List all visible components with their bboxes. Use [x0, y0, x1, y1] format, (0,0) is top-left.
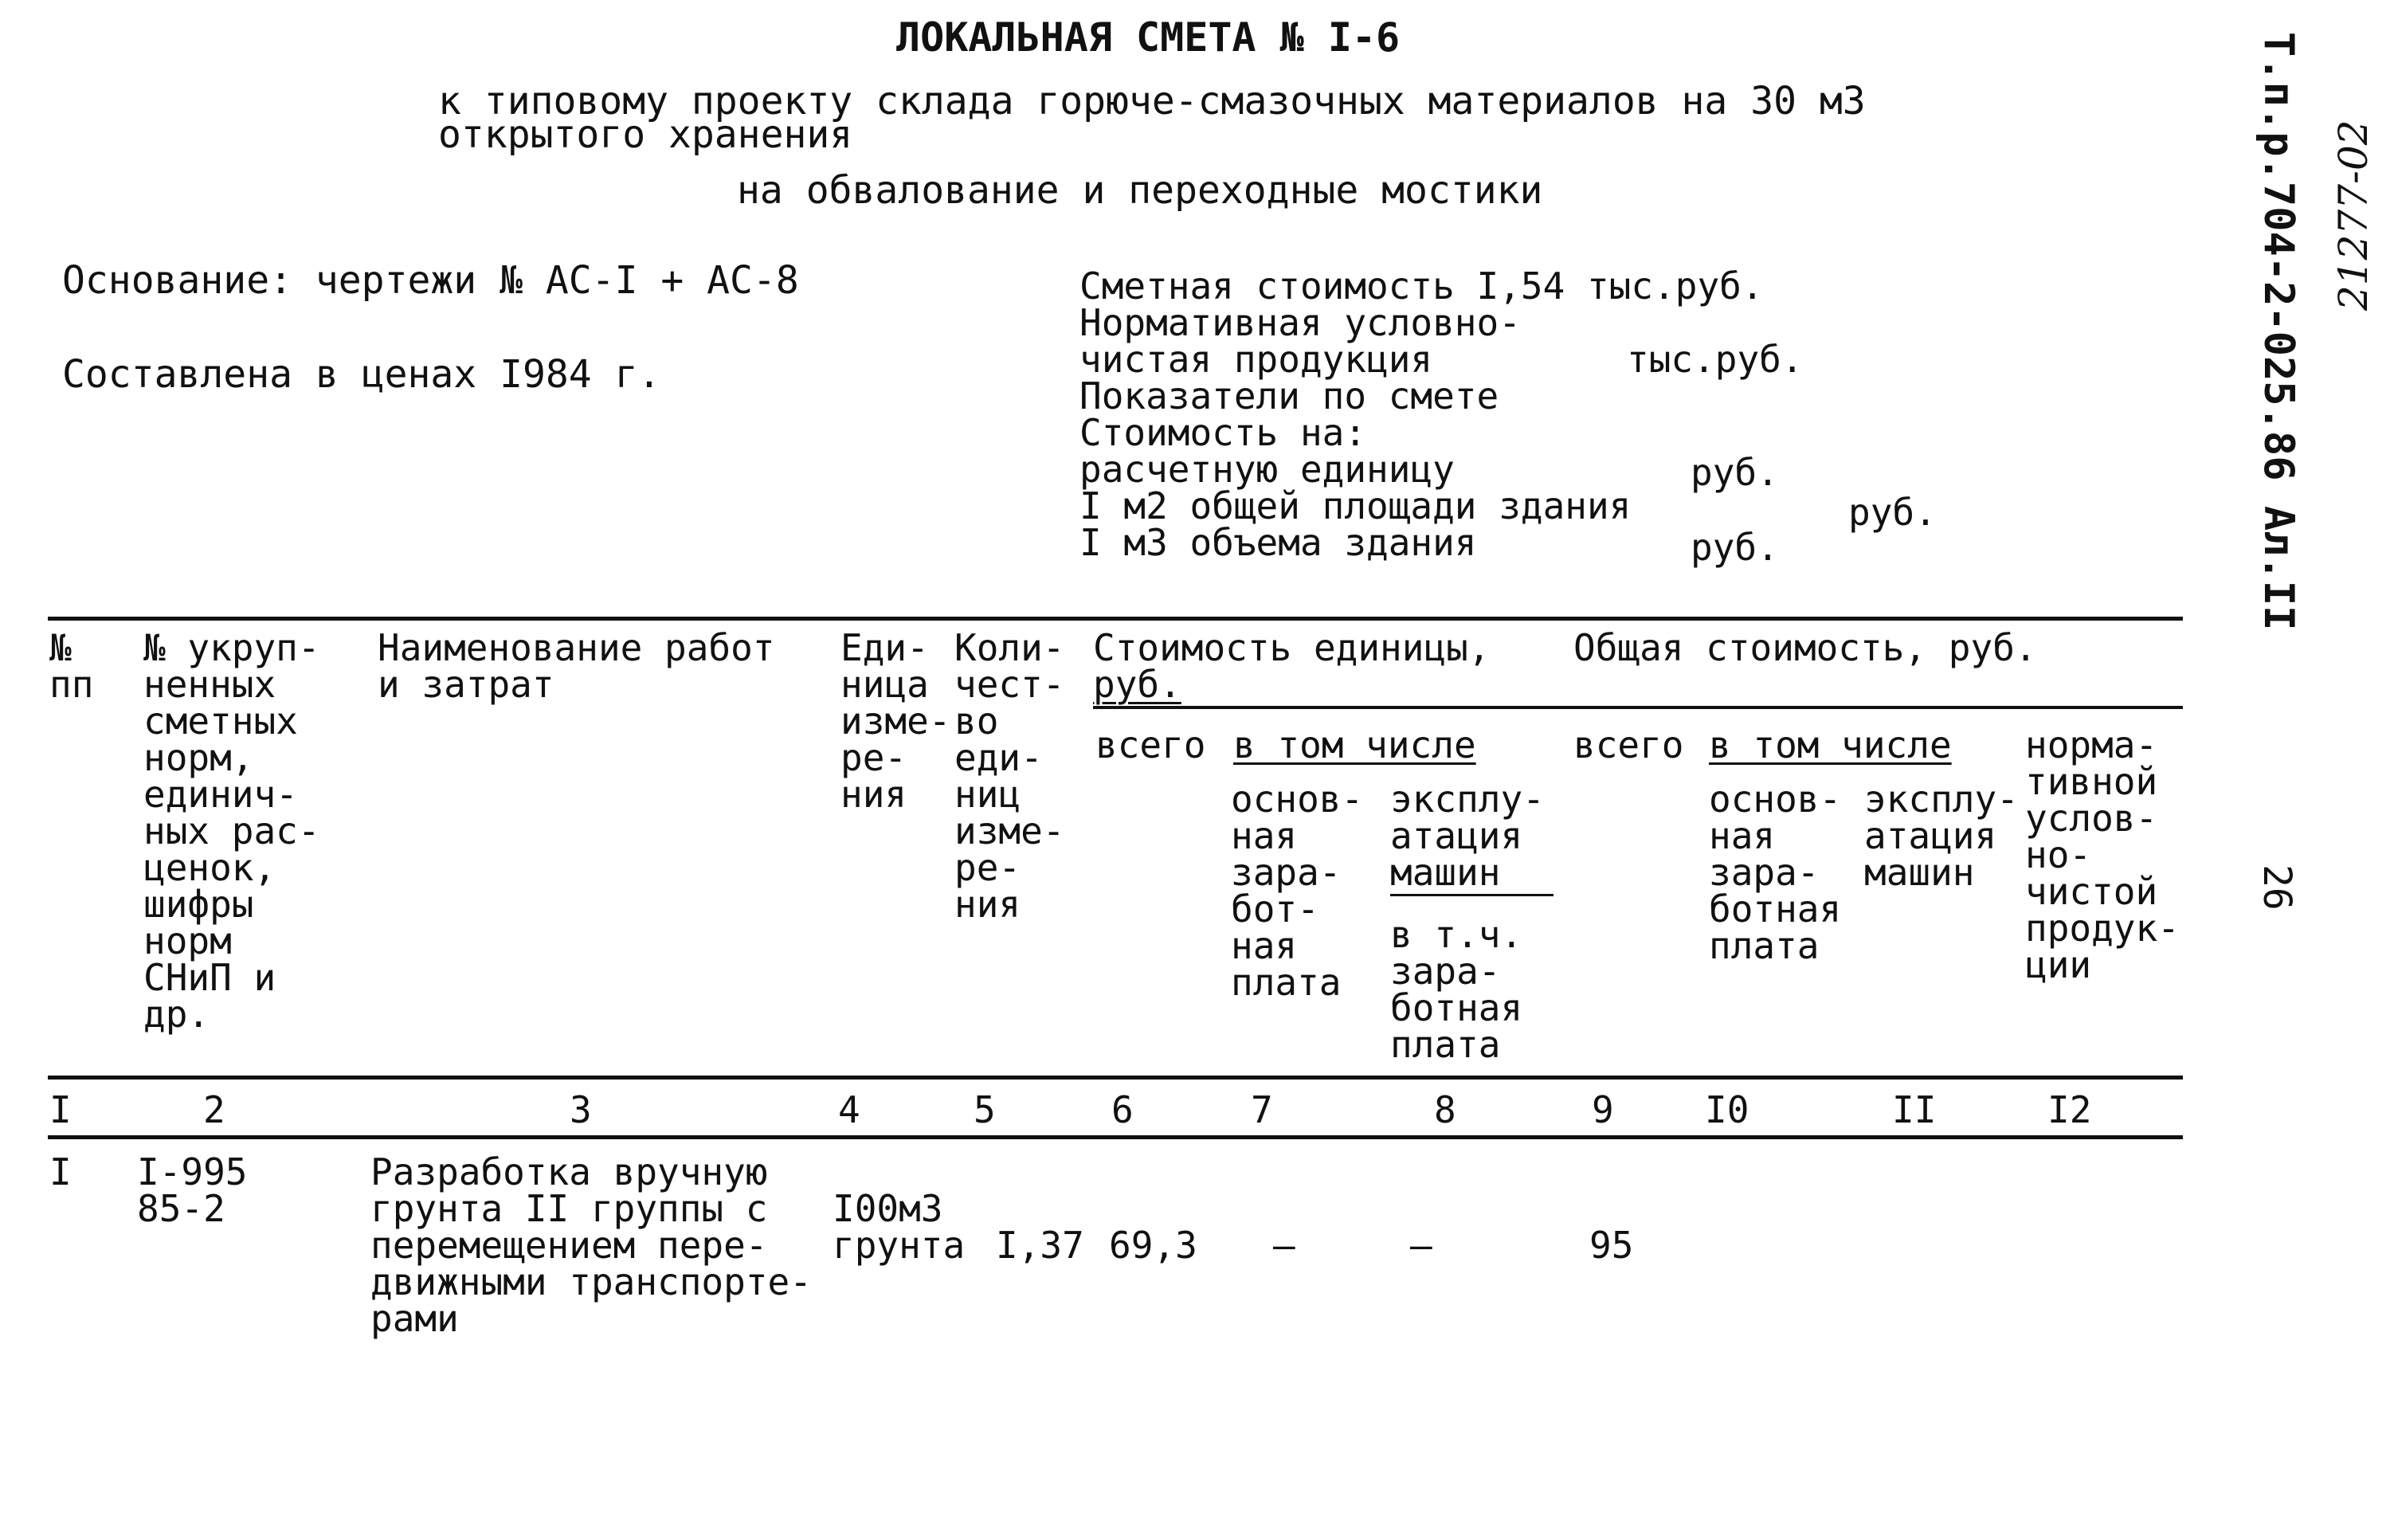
- row-1-quantity: I,37: [996, 1224, 1084, 1267]
- col-header-unit: Еди- ница изме- ре- ния: [840, 626, 951, 816]
- row-1-unit-total: 69,3: [1109, 1224, 1197, 1267]
- col-number-8: 8: [1434, 1088, 1456, 1131]
- col-number-5: 5: [974, 1088, 996, 1131]
- col-header-number: № пп: [49, 626, 94, 706]
- col-number-4: 4: [838, 1088, 860, 1131]
- header-bottom-rule: [48, 1076, 2183, 1080]
- row-1-unit-machine: –: [1410, 1224, 1432, 1267]
- row-1-unit-salary: –: [1273, 1224, 1295, 1267]
- cost-for-label: Стоимость на:: [1079, 411, 1367, 454]
- basis-drawings: Основание: чертежи № АС-I + АС-8: [62, 258, 799, 303]
- col-header-total-machine: эксплу- атация машин: [1864, 778, 2019, 894]
- col-header-work-name: Наименование работ и затрат: [378, 626, 775, 706]
- basis-prices: Составлена в ценах I984 г.: [62, 352, 661, 397]
- estimated-cost: Сметная стоимость I,54 тыс.руб.: [1079, 265, 1764, 308]
- normative-product-label-1: Нормативная условно-: [1079, 301, 1521, 344]
- table-top-rule: [48, 617, 2183, 621]
- document-title: ЛОКАЛЬНАЯ СМЕТА № I-6: [896, 14, 1401, 61]
- col-header-unit-machine: эксплу- атация машин: [1390, 778, 1545, 894]
- unit-cost-header: Стоимость единицы,: [1093, 626, 1491, 669]
- col-header-unit-salary: основ- ная зара- бот- ная плата: [1231, 778, 1364, 1004]
- page-number: 26: [2255, 864, 2299, 911]
- normative-product-label-2: чистая продукция: [1079, 338, 1433, 381]
- project-subtitle-line1: к типовому проекту склада горюче-смазочных материалов на 30 м3: [438, 79, 1866, 123]
- row-1-unit: I00м3 грунта: [833, 1187, 966, 1267]
- estimate-subject: на обвалование и переходные мостики: [737, 168, 1543, 213]
- col-header-normative-product: норма- тивной услов- но- чистой продук- ции: [2025, 723, 2180, 986]
- row-1-name: Разработка вручную грунта II группы с перемещением пере- движными транспорте- рами: [370, 1150, 812, 1340]
- row-1-code: I-995 85-2: [137, 1150, 248, 1230]
- col-number-10: I0: [1705, 1088, 1749, 1131]
- m2-area-rub: руб.: [1848, 491, 1937, 534]
- project-subtitle-line2: открытого хранения: [438, 112, 853, 157]
- unit-including-header: в том числе: [1233, 723, 1476, 766]
- col-header-unit-machine-salary: в т.ч. зара- ботная плата: [1390, 913, 1523, 1066]
- project-stamp: Т.п.р.704-2-025.86 Ал.II: [2255, 32, 2302, 631]
- machine-underline: [1390, 894, 1554, 896]
- col-number-7: 7: [1251, 1088, 1273, 1131]
- col-number-9: 9: [1592, 1088, 1614, 1131]
- unit-cost-sub-rule: [1093, 706, 2183, 709]
- col-number-12: I2: [2047, 1088, 2092, 1131]
- col-header-quantity: Коли- чест- во еди- ниц изме- ре- ния: [954, 626, 1065, 926]
- numbers-bottom-rule: [48, 1135, 2183, 1139]
- m3-volume-rub: руб.: [1691, 526, 1779, 569]
- archive-number: 21277-02: [2330, 120, 2376, 311]
- calc-unit-rub: руб.: [1691, 451, 1779, 494]
- indicators-label: Показатели по смете: [1079, 374, 1499, 417]
- unit-cost-header-rub: руб.: [1093, 663, 1181, 706]
- row-1-number: I: [49, 1150, 72, 1193]
- col-number-6: 6: [1111, 1088, 1134, 1131]
- col-header-unit-total: всего: [1095, 723, 1206, 766]
- col-number-1: I: [49, 1088, 72, 1131]
- total-including-header: в том числе: [1709, 723, 1952, 766]
- calc-unit-label: расчетную единицу: [1079, 448, 1455, 491]
- m2-area-label: I м2 общей площади здания: [1079, 484, 1632, 527]
- total-cost-header: Общая стоимость, руб.: [1573, 626, 2037, 669]
- col-number-11: II: [1892, 1088, 1937, 1131]
- col-header-norm-code: № укруп- ненных сметных норм, единич- ных рас- ценок, шифры норм СНиП и др.: [143, 626, 320, 1036]
- row-1-total: 95: [1589, 1224, 1634, 1267]
- col-number-2: 2: [203, 1088, 225, 1131]
- col-header-total: всего: [1573, 723, 1684, 766]
- col-number-3: 3: [570, 1088, 592, 1131]
- m3-volume-label: I м3 объема здания: [1079, 521, 1477, 564]
- col-header-total-salary: основ- ная зара- ботная плата: [1709, 778, 1842, 967]
- normative-product-unit: тыс.руб.: [1627, 338, 1804, 381]
